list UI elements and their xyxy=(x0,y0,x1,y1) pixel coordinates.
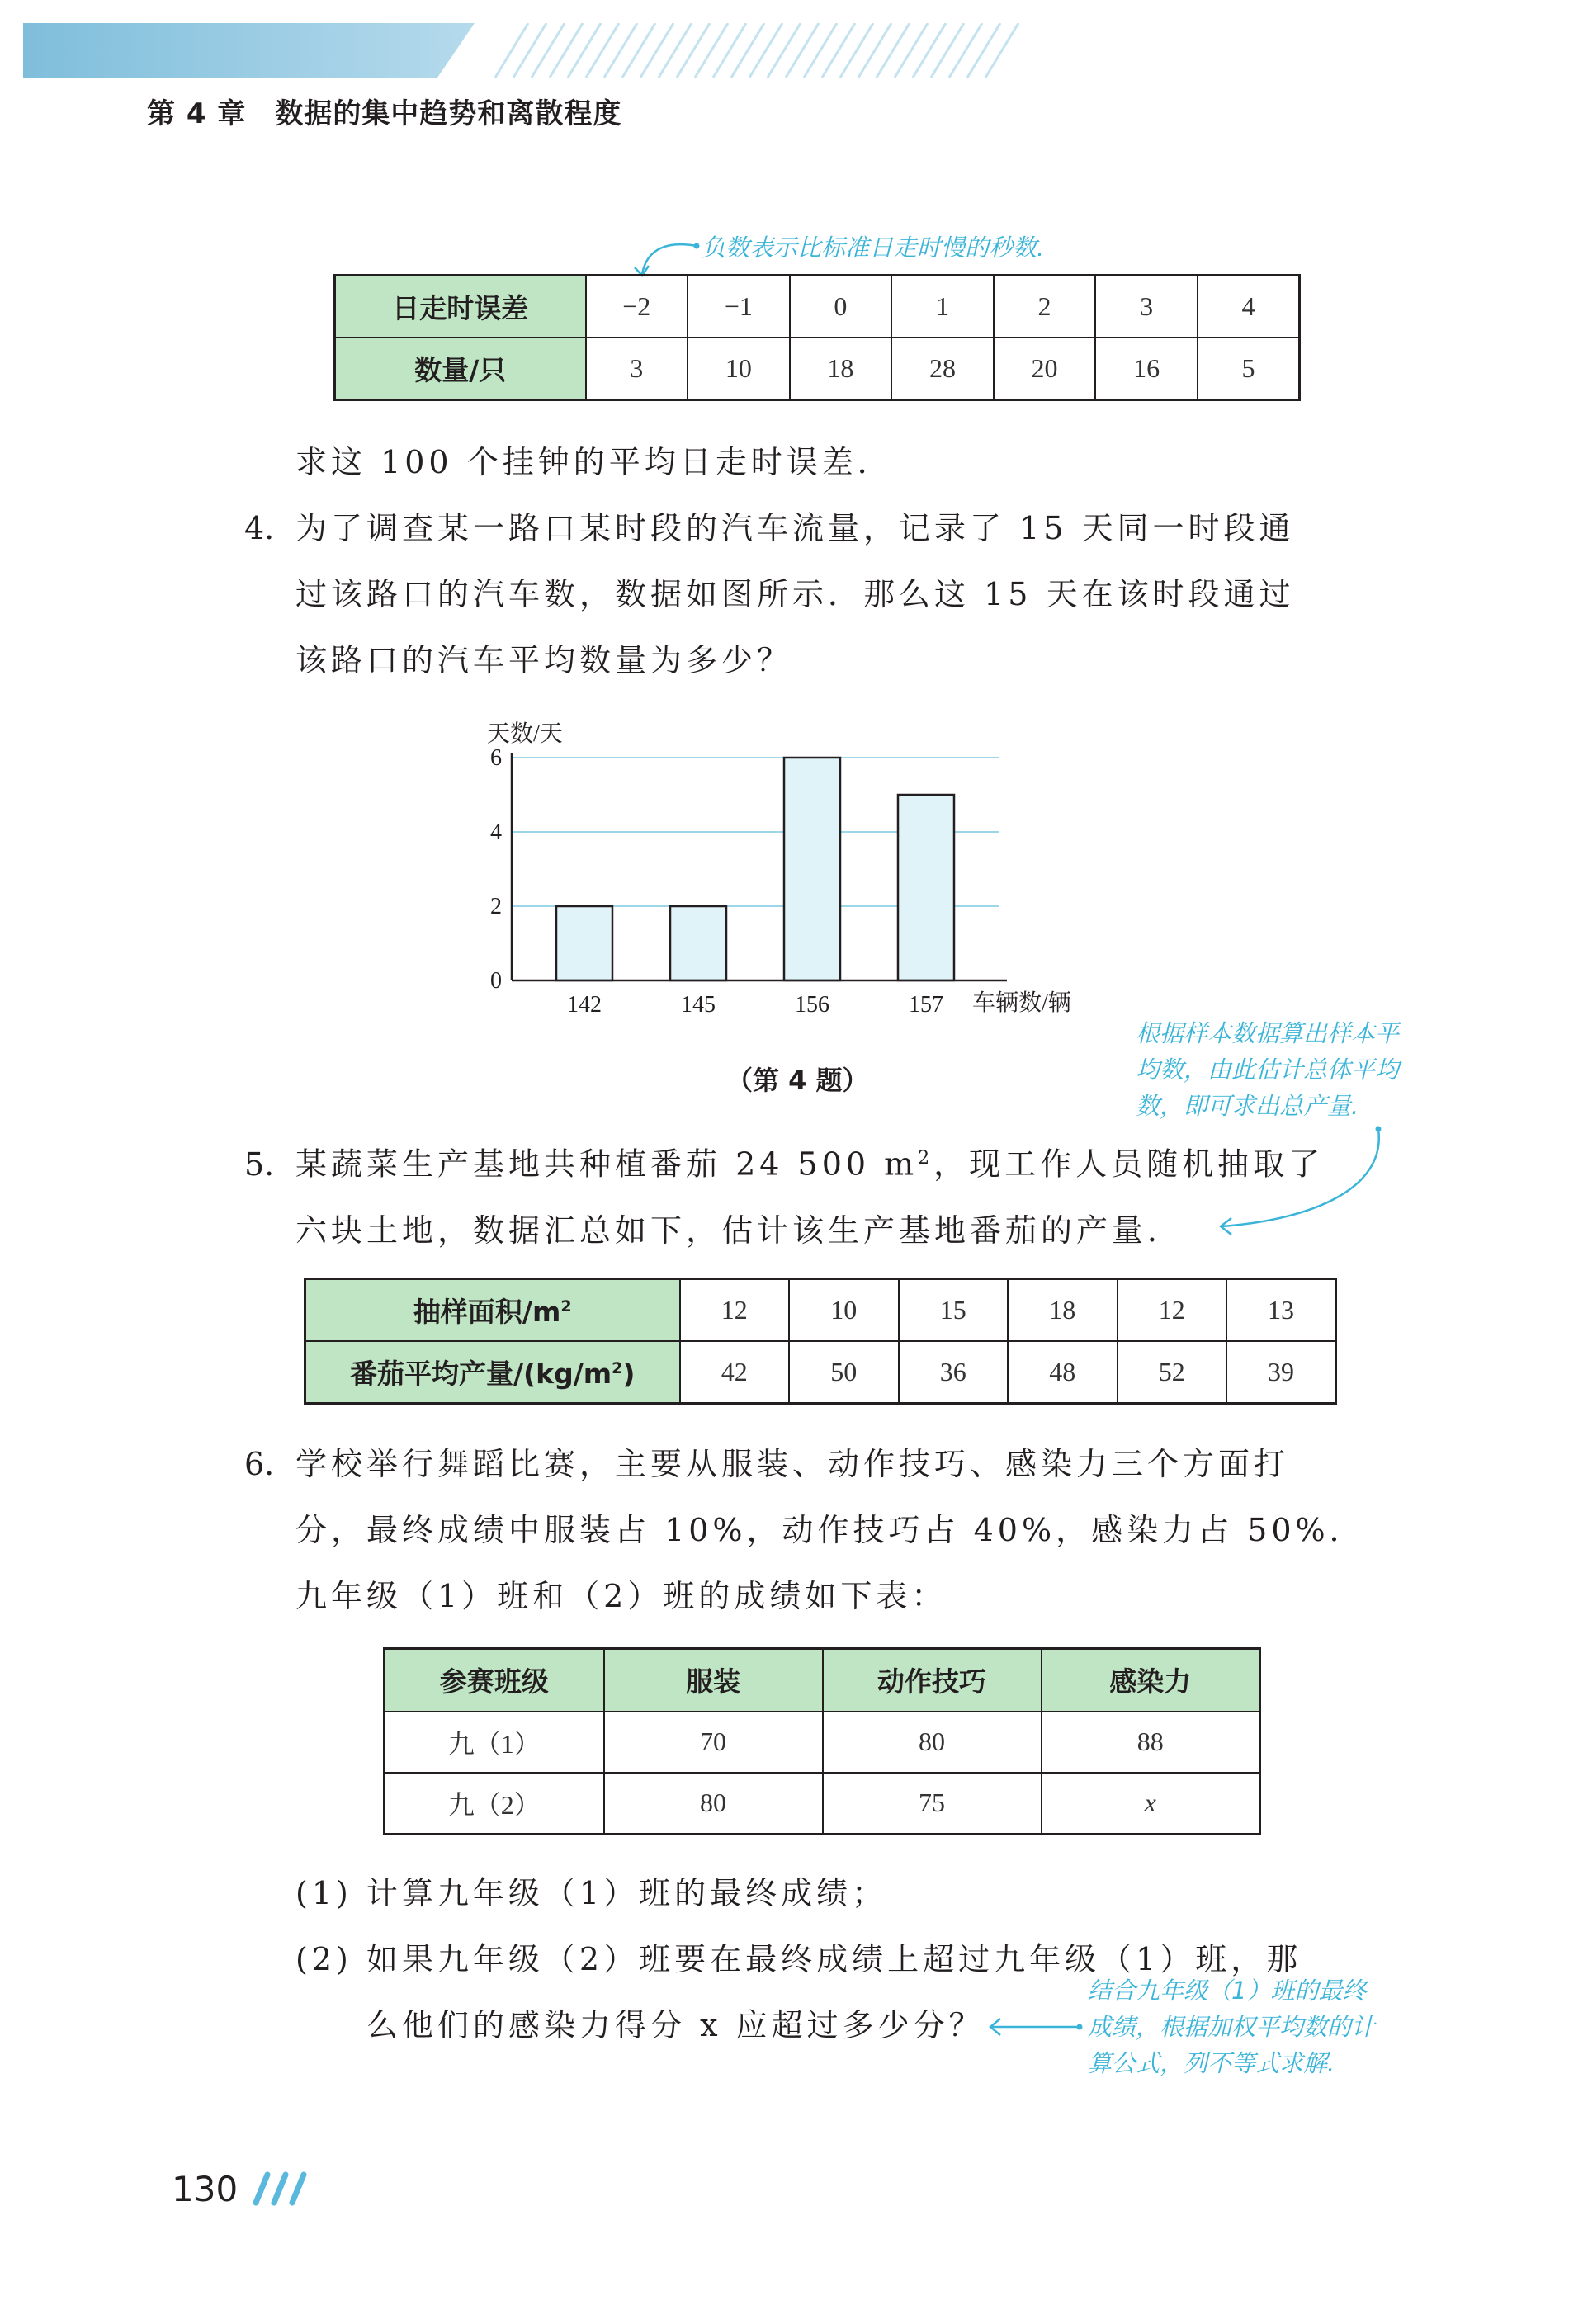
y-axis-label: 天数/天 xyxy=(487,721,563,747)
table-cell: 18 xyxy=(1008,1279,1118,1342)
table-row xyxy=(385,1773,1260,1835)
question-number: 5. xyxy=(244,1145,275,1183)
table-row xyxy=(335,276,1300,338)
table-cell: 88 xyxy=(1042,1712,1260,1773)
note-line: 结合九年级（1）班的最终 xyxy=(1088,1977,1367,2005)
time-error-table xyxy=(333,274,1301,401)
table-cell: 52 xyxy=(1118,1341,1227,1404)
question-text: 某蔬菜生产基地共种植番茄 24 500 m xyxy=(295,1145,919,1183)
table-cell: 42 xyxy=(680,1341,790,1404)
margin-note-estimate xyxy=(1136,1015,1399,1124)
table-cell: 18 xyxy=(790,338,892,400)
y-tick-label: 0 xyxy=(490,968,502,994)
x-tick-label: 145 xyxy=(681,992,716,1018)
table-cell: 16 xyxy=(1095,338,1198,400)
dance-score-table xyxy=(383,1647,1261,1835)
bar xyxy=(784,758,840,980)
row-label-count: 数量/只 xyxy=(335,338,586,400)
superscript: 2 xyxy=(918,1148,934,1169)
row-label-error: 日走时误差 xyxy=(335,276,586,338)
table-cell: 36 xyxy=(899,1341,1009,1404)
column-header: 感染力 xyxy=(1042,1649,1260,1712)
note-line: 根据样本数据算出样本平 xyxy=(1136,1019,1400,1047)
table-row xyxy=(385,1649,1260,1712)
question-text: 该路口的汽车平均数量为多少？ xyxy=(295,642,793,678)
table-cell: 12 xyxy=(680,1279,790,1342)
note-line: 均数，由此估计总体平均 xyxy=(1136,1056,1400,1084)
column-header: 参赛班级 xyxy=(385,1649,604,1712)
table-cell: 48 xyxy=(1008,1341,1118,1404)
margin-note-weighted xyxy=(1088,1972,1375,2081)
note-line: 算公式，列不等式求解. xyxy=(1088,2049,1335,2077)
bar-chart xyxy=(462,710,1122,1040)
table-cell: 5 xyxy=(1198,338,1300,400)
bar xyxy=(556,906,612,980)
question-text: 么他们的感染力得分 x 应超过多少分？ xyxy=(366,2007,985,2043)
question-4 xyxy=(244,495,1295,693)
table-cell: 九（1） xyxy=(385,1712,604,1773)
header-band xyxy=(0,23,1583,78)
table-cell: −1 xyxy=(688,276,790,338)
table-cell: 3 xyxy=(1095,276,1198,338)
row-label-area: 抽样面积$/m^2$ xyxy=(305,1279,680,1342)
sub-question-1: (1) 计算九年级（1）班的最终成绩； xyxy=(295,1875,888,1911)
table-cell: 0 xyxy=(790,276,892,338)
table-cell: 80 xyxy=(604,1773,823,1835)
row-label-yield: 番茄平均产量$/(kg/m^2)$ xyxy=(305,1341,680,1404)
question-text: 九年级（1）班和（2）班的成绩如下表： xyxy=(295,1578,947,1614)
question-text: 学校举行舞蹈比赛，主要从服装、动作技巧、感染力三个方面打 xyxy=(295,1446,1290,1482)
table-cell: 28 xyxy=(891,338,994,400)
chart-caption: （第 4 题） xyxy=(726,1065,869,1096)
table-cell: 80 xyxy=(823,1712,1042,1773)
question-text: 六块土地，数据汇总如下，估计该生产基地番茄的产量． xyxy=(295,1212,1184,1249)
table-cell: 10 xyxy=(789,1279,899,1342)
table-cell: 九（2） xyxy=(385,1773,604,1835)
table-cell: 39 xyxy=(1226,1341,1336,1404)
table-cell: 75 xyxy=(823,1773,1042,1835)
table-row xyxy=(305,1341,1336,1404)
table-cell: x xyxy=(1042,1773,1260,1835)
x-tick-label: 142 xyxy=(567,992,602,1018)
question-text: 为了调查某一路口某时段的汽车流量，记录了 15 天同一时段通 xyxy=(295,510,1295,546)
question-number: 4. xyxy=(244,510,275,546)
bar xyxy=(898,795,954,980)
table-row xyxy=(305,1279,1336,1342)
table-row xyxy=(335,338,1300,400)
y-tick-label: 2 xyxy=(490,894,502,919)
table-cell: 13 xyxy=(1226,1279,1336,1342)
table-cell: 3 xyxy=(586,338,688,400)
x-tick-label: 156 xyxy=(795,992,829,1018)
chapter-title: 第 4 章 数据的集中趋势和离散程度 xyxy=(147,97,622,130)
table-cell: 20 xyxy=(994,338,1096,400)
question-6 xyxy=(244,1431,1365,1629)
column-header: 动作技巧 xyxy=(823,1649,1042,1712)
question-text: (2) 如果九年级（2）班要在最终成绩上超过九年级（1）班，那 xyxy=(295,1941,1302,1977)
note-arrow-icon xyxy=(987,2014,1086,2038)
tomato-sample-table xyxy=(304,1278,1337,1405)
question-3-tail: 求这 100 个挂钟的平均日走时误差． xyxy=(295,444,893,480)
table-cell: −2 xyxy=(586,276,688,338)
table-cell: 15 xyxy=(899,1279,1009,1342)
column-header: 服装 xyxy=(604,1649,823,1712)
page-slash-icon xyxy=(249,2170,315,2206)
table-cell: 2 xyxy=(994,276,1096,338)
table-cell: 12 xyxy=(1118,1279,1227,1342)
question-text: 过该路口的汽车数，数据如图所示．那么这 15 天在该时段通过 xyxy=(295,576,1295,612)
page-number: 130 xyxy=(172,2169,315,2209)
note-line: 数，即可求出总产量. xyxy=(1136,1092,1359,1120)
y-tick-label: 4 xyxy=(490,820,502,845)
question-text: 分，最终成绩中服装占 10%，动作技巧占 40%，感染力占 50%． xyxy=(295,1512,1365,1548)
table-cell: 10 xyxy=(688,338,790,400)
question-text: ，现工作人员随机抽取了 xyxy=(933,1145,1325,1183)
note-arrow-icon xyxy=(627,233,702,279)
table-cell: 1 xyxy=(891,276,994,338)
table-cell: 70 xyxy=(604,1712,823,1773)
question-number: 6. xyxy=(244,1446,275,1482)
note-line: 成绩，根据加权平均数的计 xyxy=(1088,2013,1376,2041)
y-tick-label: 6 xyxy=(490,745,502,771)
question-5 xyxy=(244,1126,1324,1264)
margin-note-negative: 负数表示比标准日走时慢的秒数. xyxy=(702,234,1045,262)
x-tick-label: 157 xyxy=(909,992,943,1018)
table-cell: 4 xyxy=(1198,276,1300,338)
table-row xyxy=(385,1712,1260,1773)
table-cell: 50 xyxy=(789,1341,899,1404)
x-axis-label: 车辆数/辆 xyxy=(972,990,1071,1016)
bar xyxy=(670,906,726,980)
